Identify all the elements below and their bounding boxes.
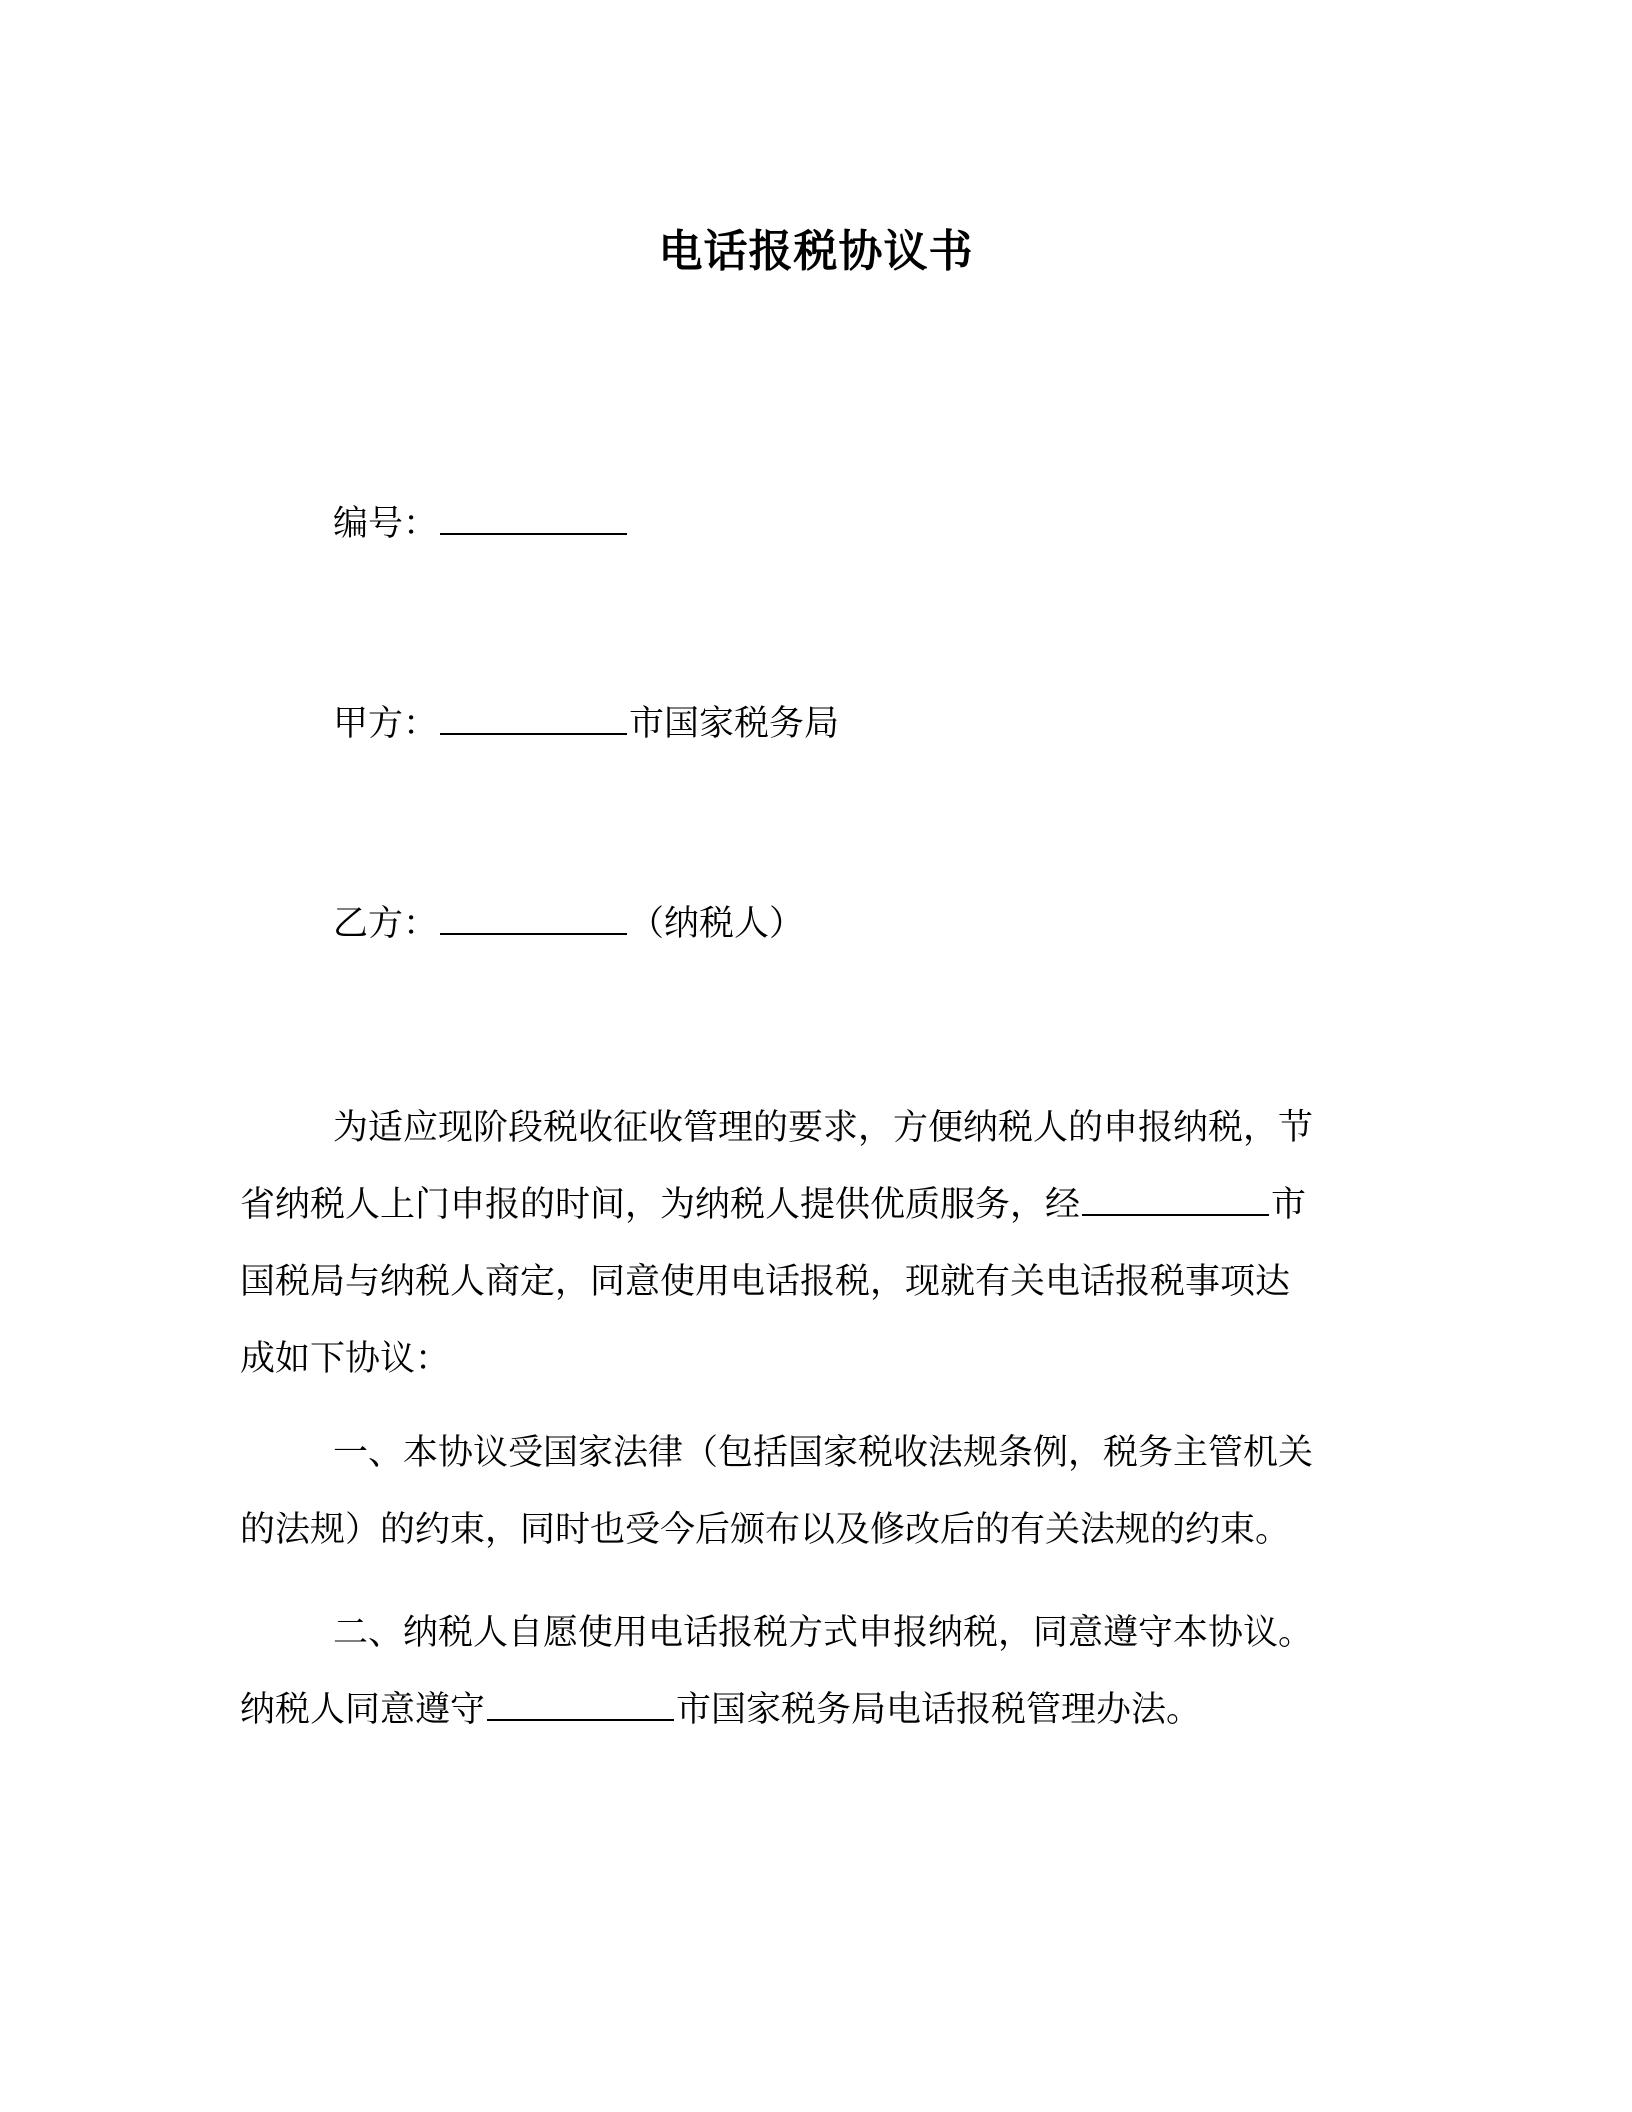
clause-one-line-1: 一、本协议受国家法律（包括国家税收法规条例，税务主管机关 bbox=[333, 1433, 1314, 1473]
code-blank bbox=[440, 497, 627, 535]
intro-city-blank bbox=[1082, 1178, 1269, 1216]
clause-two-line-1: 二、纳税人自愿使用电话报税方式申报纳税，同意遵守本协议。 bbox=[333, 1613, 1314, 1653]
clause-one-paragraph bbox=[240, 1415, 1370, 1569]
intro-line-2 bbox=[240, 1167, 1370, 1244]
intro-line-2-suffix: 市 bbox=[1271, 1185, 1307, 1225]
intro-line-4: 成如下协议： bbox=[240, 1339, 451, 1379]
clause-two-line-2 bbox=[240, 1672, 1370, 1749]
clause-two-city-blank bbox=[487, 1683, 674, 1721]
clause-two-paragraph bbox=[240, 1595, 1370, 1749]
party-a-suffix: 市国家税务局 bbox=[629, 704, 840, 744]
intro-line-1: 为适应现阶段税收征收管理的要求，方便纳税人的申报纳税，节 bbox=[333, 1108, 1314, 1148]
party-b-suffix: （纳税人） bbox=[629, 904, 805, 944]
party-a-field bbox=[333, 697, 839, 749]
code-field bbox=[333, 497, 629, 549]
intro-line-3: 国税局与纳税人商定，同意使用电话报税，现就有关电话报税事项达 bbox=[240, 1262, 1291, 1302]
party-a-blank bbox=[440, 697, 627, 735]
clause-two-line-2-text: 纳税人同意遵守 bbox=[240, 1690, 486, 1730]
party-a-label: 甲方： bbox=[333, 704, 439, 744]
party-b-label: 乙方： bbox=[333, 904, 439, 944]
party-b-field bbox=[333, 897, 804, 949]
document-title: 电话报税协议书 bbox=[658, 226, 974, 277]
code-label: 编号： bbox=[333, 504, 439, 544]
clause-two-line-2-suffix: 市国家税务局电话报税管理办法。 bbox=[676, 1690, 1202, 1730]
intro-line-2-text: 省纳税人上门申报的时间，为纳税人提供优质服务，经 bbox=[240, 1185, 1081, 1225]
clause-one-line-2: 的法规）的约束，同时也受今后颁布以及修改后的有关法规的约束。 bbox=[240, 1510, 1291, 1550]
party-b-blank bbox=[440, 897, 627, 935]
intro-paragraph bbox=[240, 1090, 1370, 1398]
